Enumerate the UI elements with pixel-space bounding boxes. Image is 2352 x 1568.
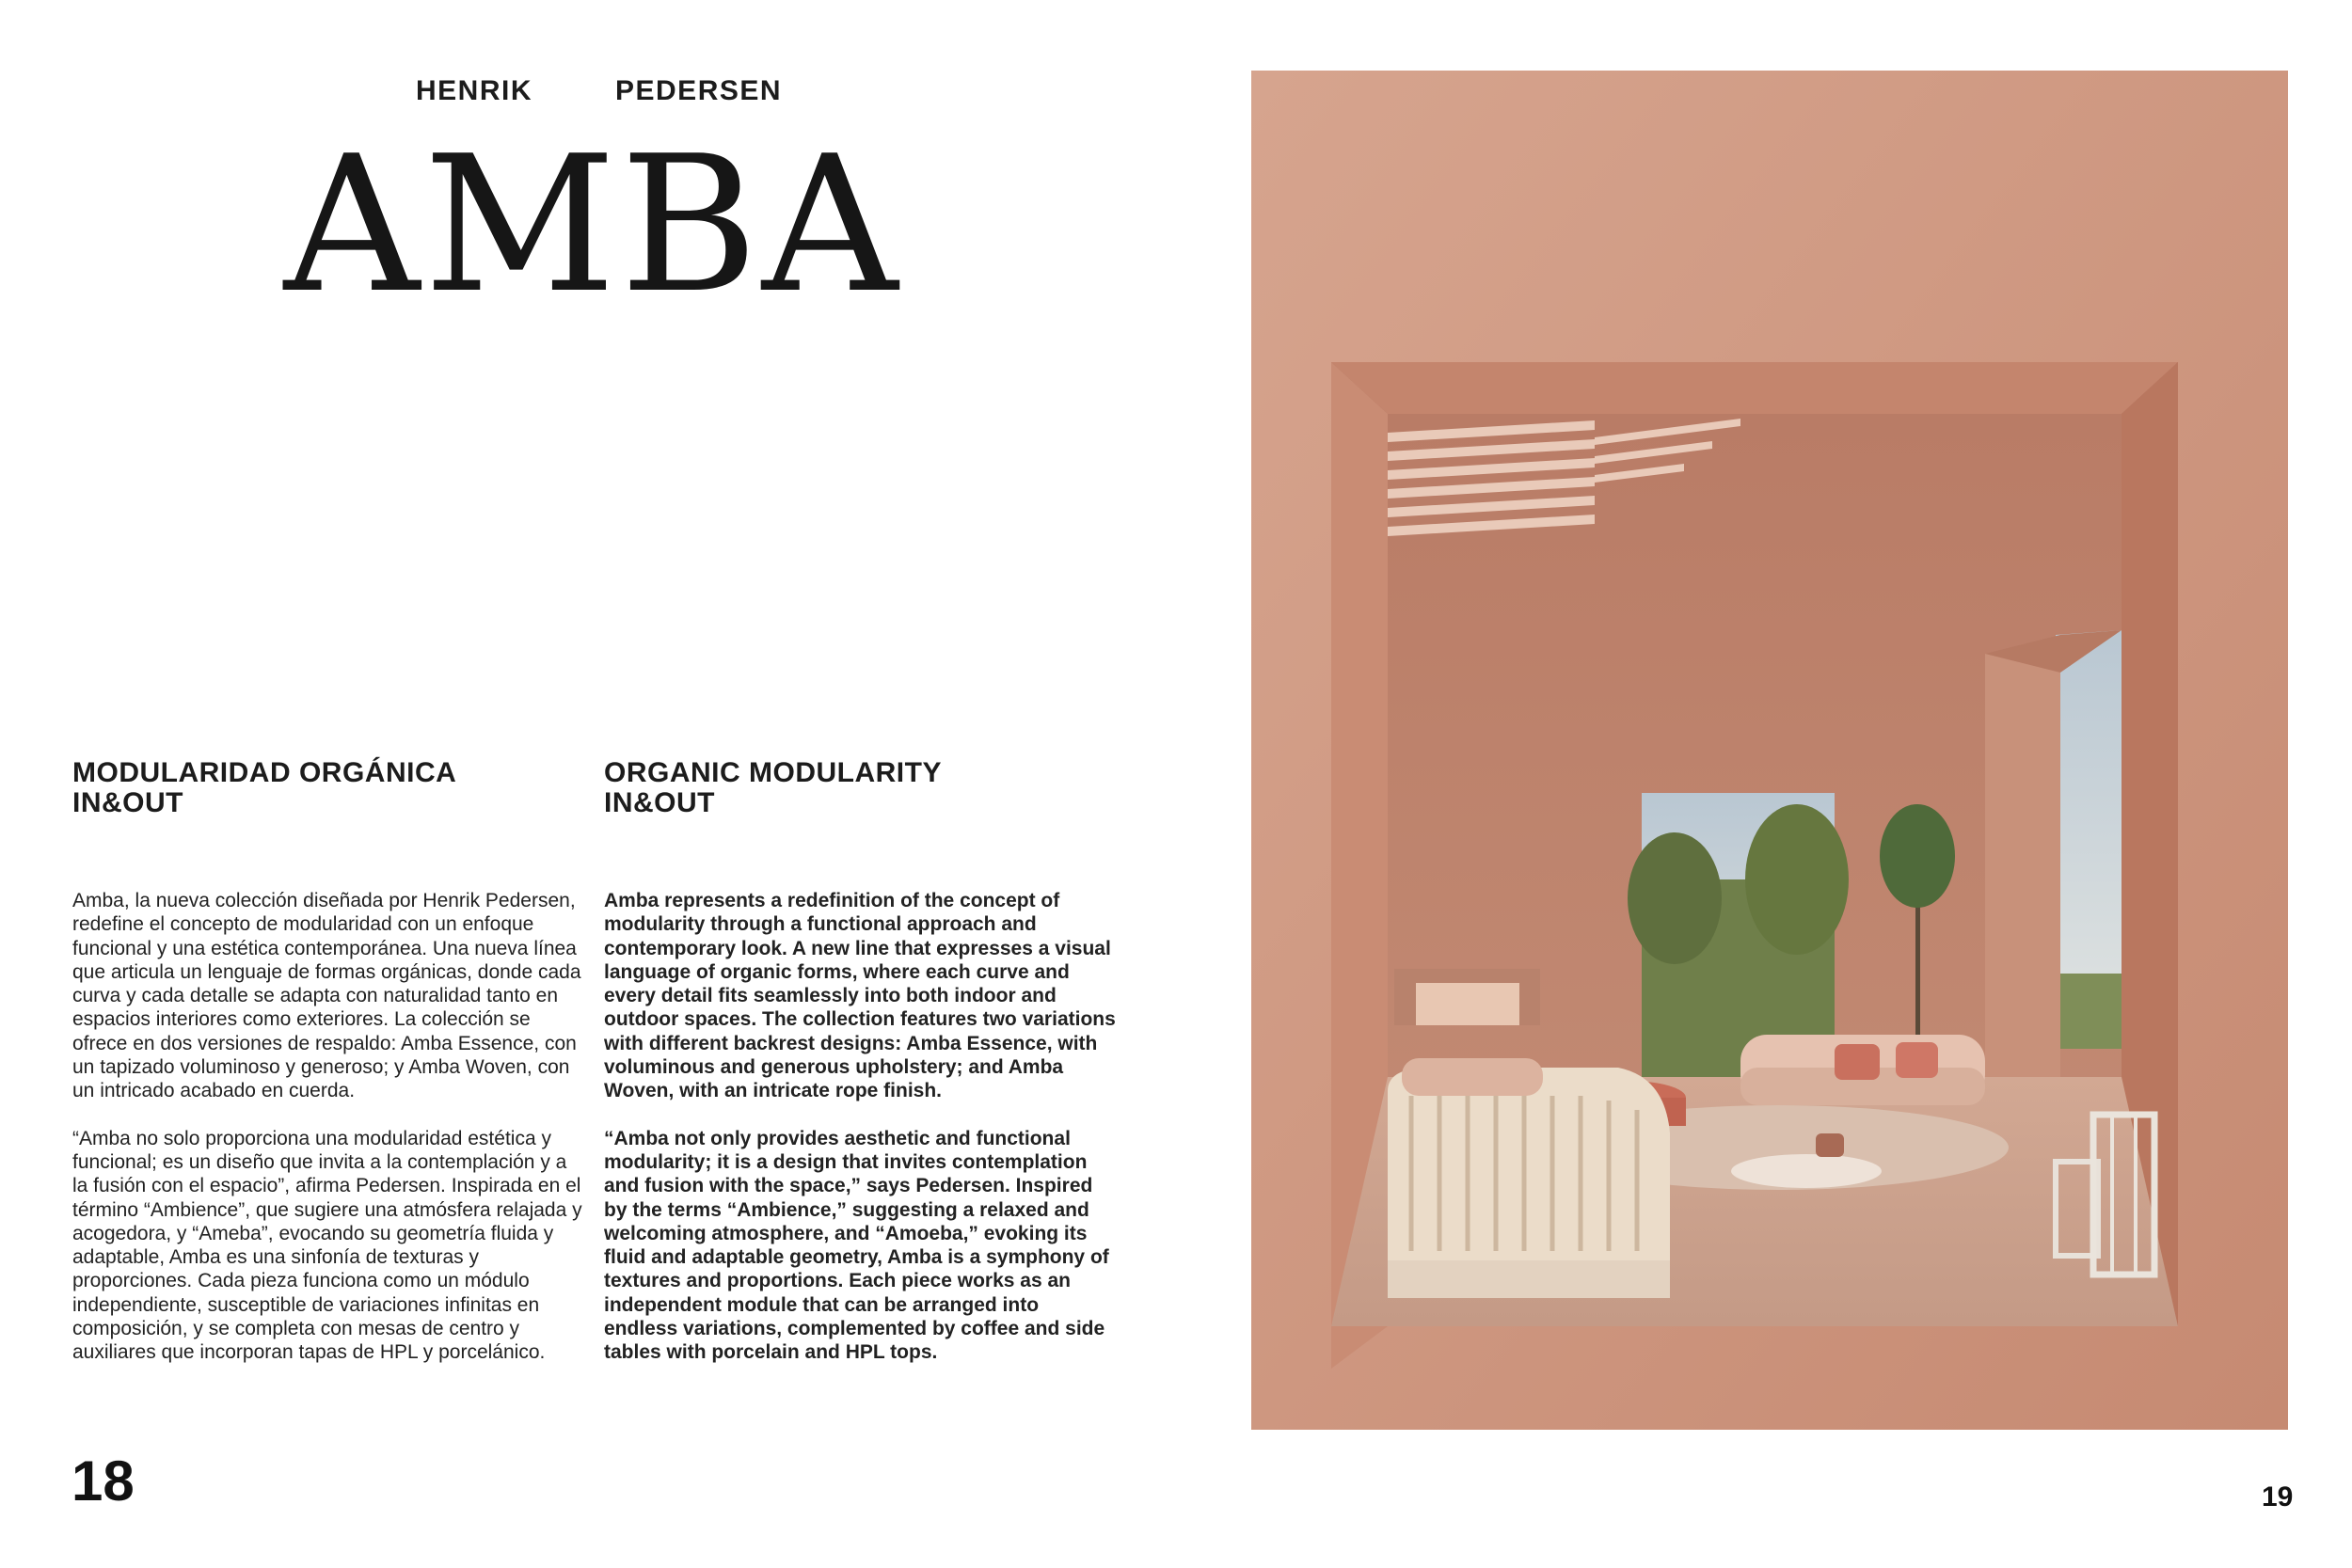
spanish-body	[72, 889, 585, 1388]
page-number-left: 18	[72, 1449, 135, 1513]
english-paragraph-1: Amba represents a redefinition of the concept of modularity through a functional approach and contemporary look. A new line that expresses a visual language of organic forms, where each curve and every detail fits seamlessly into both indoor and outdoor spaces. The collection features two variations with different backrest designs: Amba Essence, with voluminous and generous upholstery; and Amba Woven, with an intricate rope finish.	[604, 890, 1116, 1102]
tree-canopy	[1880, 804, 1955, 908]
ceiling-band	[1331, 362, 2178, 414]
coffee-table	[1731, 1154, 1882, 1188]
spanish-heading-line1: MODULARIDAD ORGÁNICA	[72, 757, 457, 788]
spanish-heading	[72, 758, 580, 818]
designer-last-name: PEDERSEN	[615, 75, 783, 106]
english-heading-line2: IN&OUT	[604, 787, 715, 818]
pavilion-illustration	[1251, 71, 2288, 1430]
product-photo	[1251, 71, 2288, 1430]
spanish-paragraph-1: Amba, la nueva colección diseñada por Henrik Pedersen, redefine el concepto de modularidad con un enfoque funcional y una estética contemporánea. Una nueva línea que articula un lenguaje de formas orgánicas, donde cada curva y cada detalle se adapta con naturalidad tanto en espacios interiores como exteriores. La colección se ofrece en dos versiones de respaldo: Amba Essence, con un tapizado voluminoso y generoso; y Amba Woven, con un intricado acabado en cuerda.	[72, 890, 581, 1102]
armchair	[1388, 1068, 1670, 1260]
page-number-right: 19	[2262, 1481, 2294, 1513]
spanish-paragraph-2: “Amba no solo proporciona una modularidad estética y funcional; es un diseño que invita a la contemplación y a la fusión con el espacio”, afirma Pedersen. Inspirada en el término “Ambience”, que sugiere una atmósfera relajada y acogedora, y “Ameba”, evocando su geometría fluida y adaptable, Amba es una sinfonía de texturas y proporciones. Cada pieza funciona como un módulo independiente, susceptible de variaciones infinitas en composición, y se completa con mesas de centro y auxiliares que incorporan tapas de HPL y porcelánico.	[72, 1127, 582, 1364]
right-landscape	[2056, 974, 2122, 1049]
english-paragraph-2: “Amba not only provides aesthetic and functional modularity; it is a design that invites contemplation and fusion with the space,” says Pedersen. Inspired by the terms “Ambience,” suggesting a relaxed and welcoming atmosphere, and “Amoeba,” evoking its fluid and adaptable geometry, Amba is a symphony of textures and proportions. Each piece works as an independent module that can be arranged into endless variations, complemented by coffee and side tables with porcelain and HPL tops.	[604, 1127, 1109, 1364]
spanish-heading-line2: IN&OUT	[72, 787, 183, 818]
english-heading	[604, 758, 1112, 818]
english-heading-line1: ORGANIC MODULARITY	[604, 757, 942, 788]
designer-first-name: HENRIK	[416, 75, 533, 106]
english-body	[604, 889, 1117, 1388]
collection-title: AMBA	[283, 116, 902, 335]
